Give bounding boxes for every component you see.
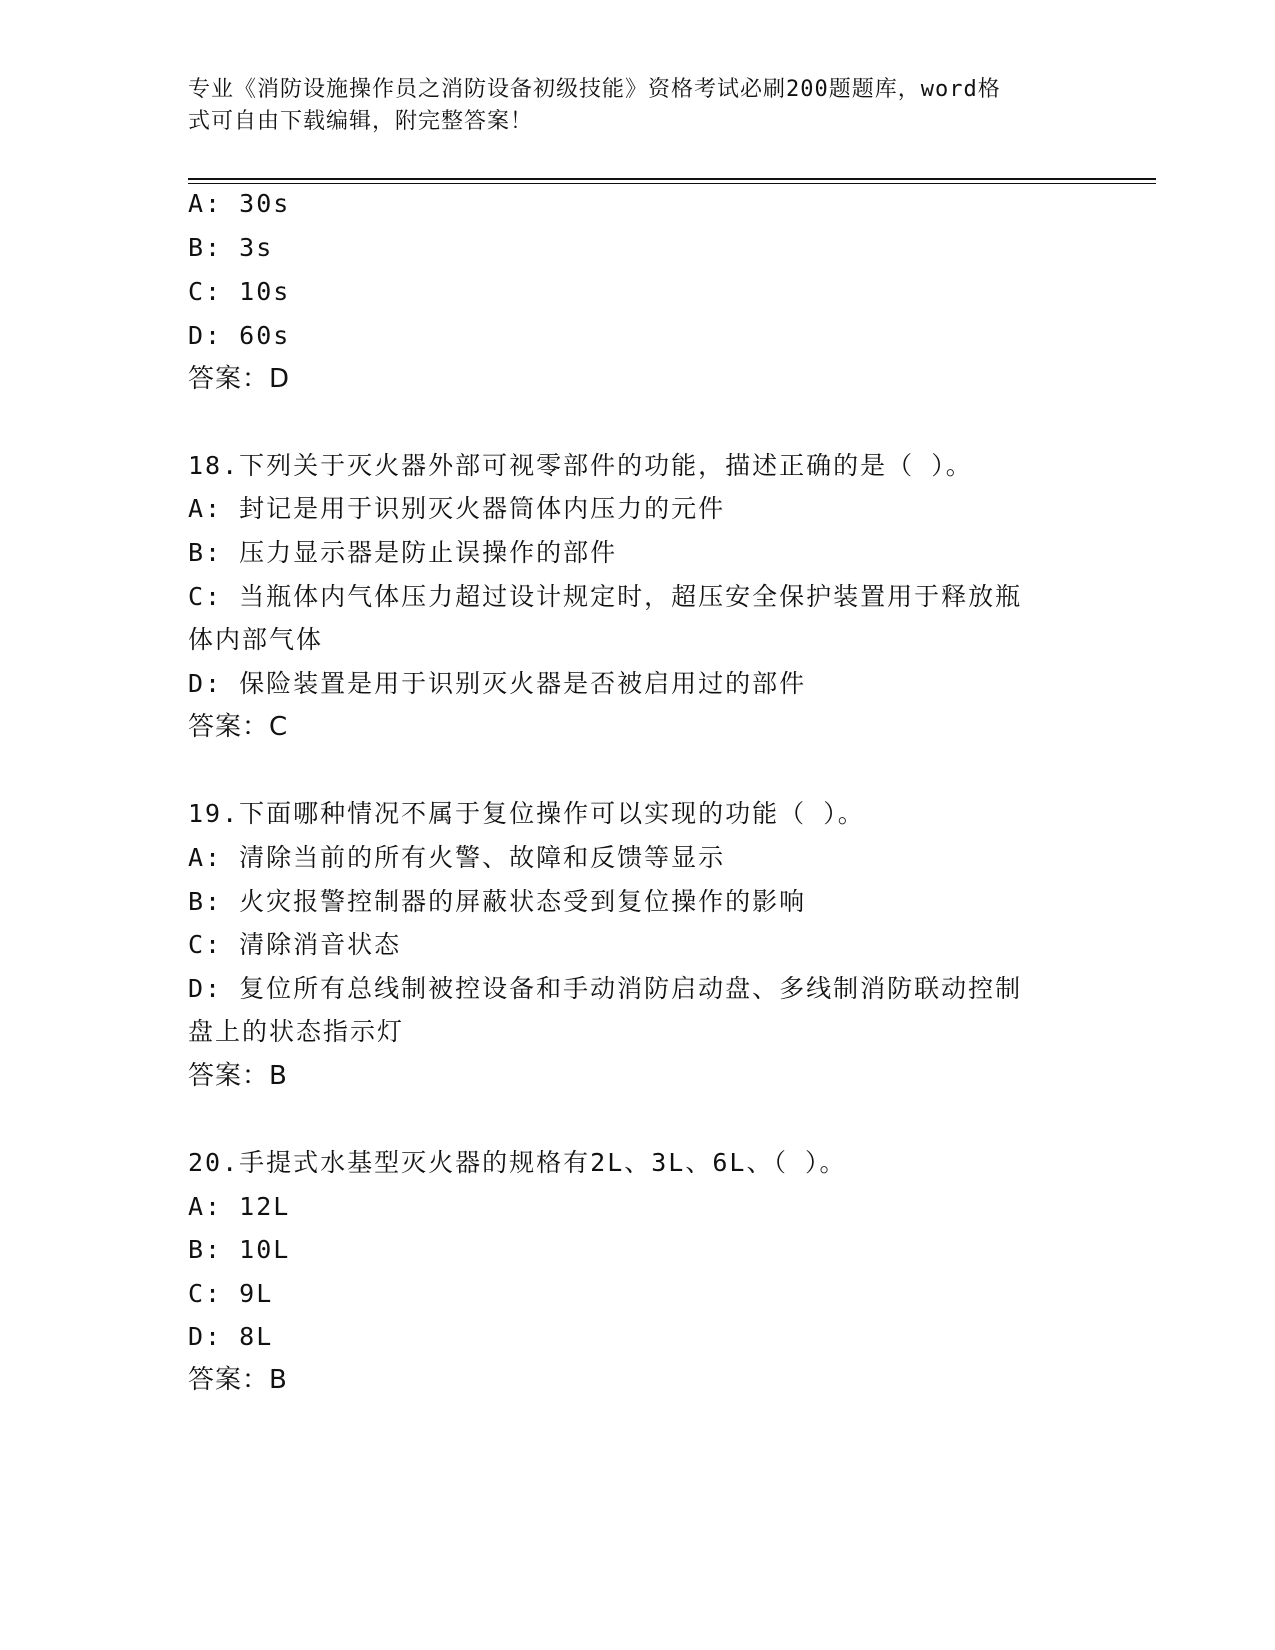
q19-option-b: B: 火灾报警控制器的屏蔽状态受到复位操作的影响: [188, 887, 807, 916]
q17-option-d: D: 60s: [188, 321, 291, 350]
q17-option-c: C: 10s: [188, 277, 291, 306]
q20-answer: 答案：B: [188, 1365, 288, 1395]
q20-option-a: A: 12L: [188, 1192, 291, 1221]
q20-option-c: C: 9L: [188, 1279, 274, 1308]
q19-question: 19.下面哪种情况不属于复位操作可以实现的功能（ ）。: [188, 799, 865, 828]
q18-option-a: A: 封记是用于识别灭火器筒体内压力的元件: [188, 494, 726, 523]
q19-option-c: C: 清除消音状态: [188, 930, 402, 959]
q17-answer: 答案：D: [188, 364, 291, 394]
q18-option-d: D: 保险装置是用于识别灭火器是否被启用过的部件: [188, 669, 807, 698]
q18-question: 18.下列关于灭火器外部可视零部件的功能，描述正确的是（ ）。: [188, 451, 973, 480]
q20-option-b: B: 10L: [188, 1235, 291, 1264]
header-title-line-2: 式可自由下载编辑，附完整答案！: [188, 109, 534, 134]
q20-question: 20.手提式水基型灭火器的规格有2L、3L、6L、（ ）。: [188, 1148, 847, 1177]
q20-option-d: D: 8L: [188, 1322, 274, 1351]
q19-option-d-line-1: D: 复位所有总线制被控设备和手动消防启动盘、多线制消防联动控制: [188, 974, 1023, 1003]
q18-option-c-line-1: C: 当瓶体内气体压力超过设计规定时，超压安全保护装置用于释放瓶: [188, 582, 1023, 611]
document-header: [188, 74, 1068, 138]
q17-option-b: B: 3s: [188, 233, 274, 262]
header-title-line-1: 专业《消防设施操作员之消防设备初级技能》资格考试必刷200题题库，word格: [188, 77, 1001, 102]
q19-answer: 答案：B: [188, 1061, 288, 1091]
q19-option-d-line-2: 盘上的状态指示灯: [188, 1017, 405, 1046]
q18-answer: 答案：C: [188, 712, 289, 742]
q17-option-a: A: 30s: [188, 189, 291, 218]
header-divider-thin: [188, 183, 1156, 184]
q19-option-a: A: 清除当前的所有火警、故障和反馈等显示: [188, 843, 726, 872]
header-divider-thick: [188, 178, 1156, 180]
q18-option-c-line-2: 体内部气体: [188, 625, 324, 654]
q18-option-b: B: 压力显示器是防止误操作的部件: [188, 538, 618, 567]
